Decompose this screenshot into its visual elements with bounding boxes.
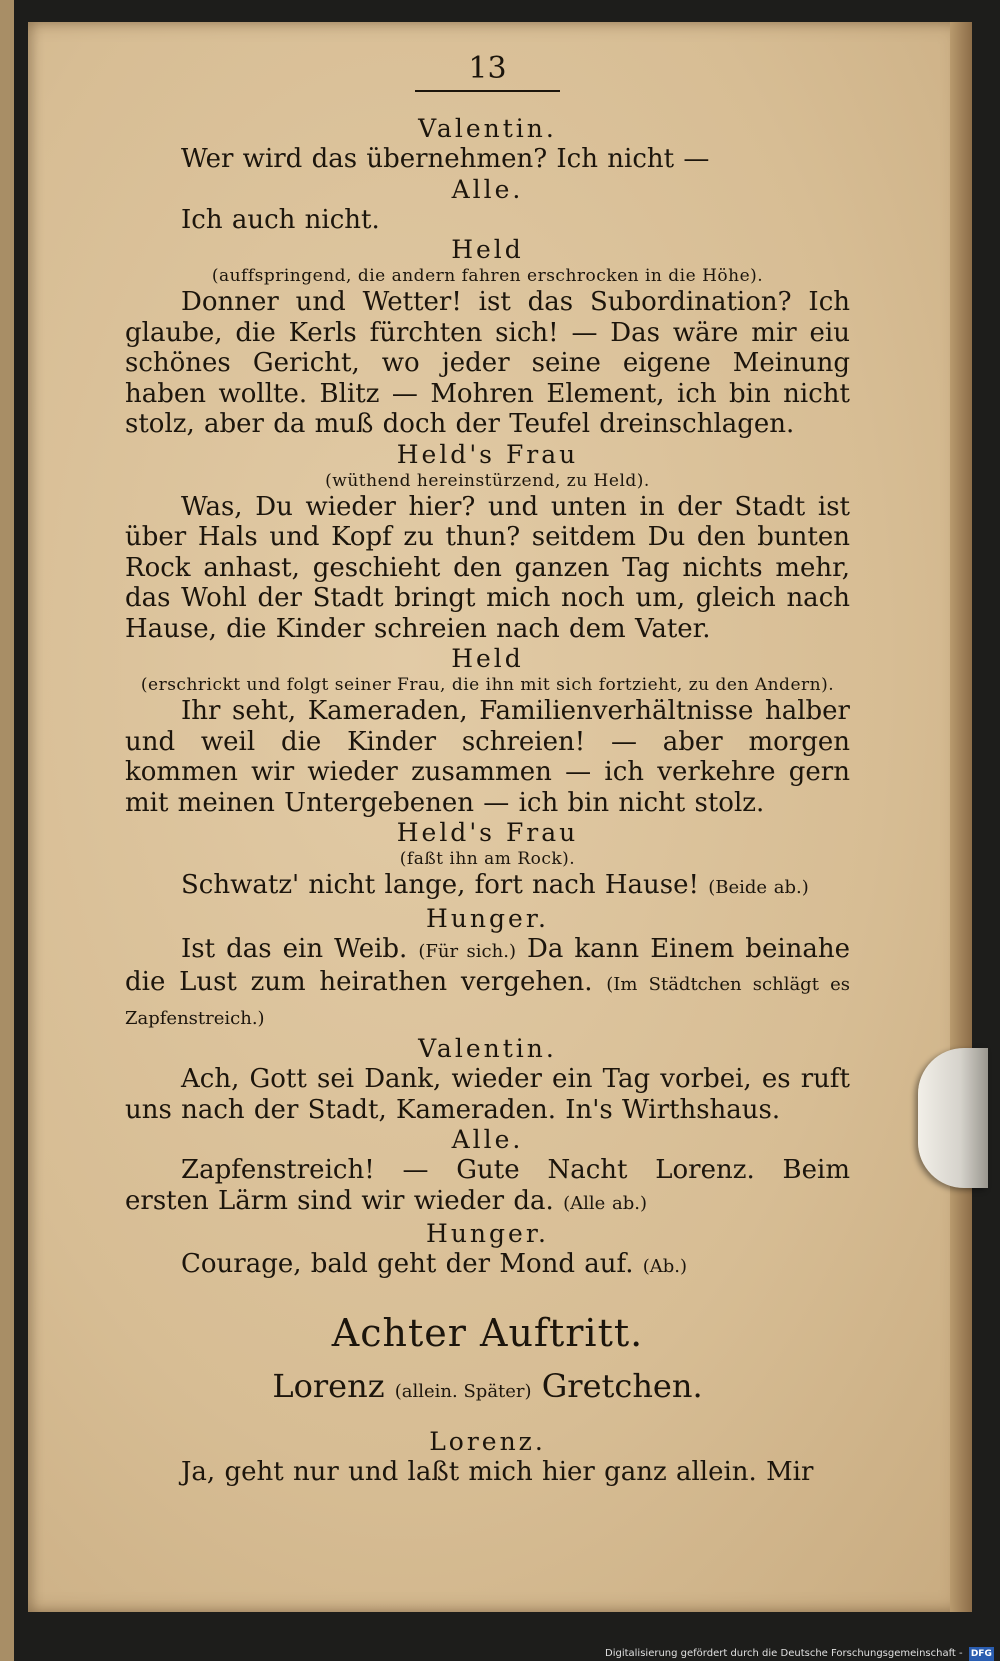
dialogue-line [125,934,850,1035]
scene-cast [125,1365,850,1413]
dialogue-text: Zapfenstreich! — Gute Nacht Lorenz. Beim ersten Lärm sind wir wieder da. [125,1155,850,1216]
dialogue-line [125,1155,850,1219]
cast-note: (allein. Später) [394,1380,532,1402]
dialogue-line: Ach, Gott sei Dank, wieder ein Tag vorbei, es ruft uns nach der Stadt, Kameraden. In's Wirthshaus. [125,1064,850,1125]
speaker-valentin: Valentin. [418,114,557,143]
dfg-logo: DFG [970,1649,992,1659]
inline-stage-direction: (Ab.) [642,1256,688,1277]
dialogue-line [125,870,850,904]
stage-direction: (erschrickt und folgt seiner Frau, die ihn mit sich fortzieht, zu den Andern). [140,675,835,695]
speaker-valentin: Valentin. [418,1034,557,1063]
inline-stage-direction: (Beide ab.) [708,877,809,898]
dialogue-line: Wer wird das übernehmen? Ich nicht — [181,144,710,174]
dialogue-line: Ja, geht nur und laßt mich hier ganz allein. Mir [181,1456,814,1487]
stage-direction: (faßt ihn am Rock). [399,849,576,869]
page-number-rule [415,90,560,92]
stage-direction: (wüthend hereinstürzend, zu Held). [325,470,650,491]
dialogue-line: Was, Du wieder hier? und unten in der Stadt ist über Hals und Kopf zu thun? seitdem Du den bunten Rock anhast, geschieht den ganzen Tag nichts mehr, das Wohl der Stadt bringt mich noch um, gleich nach Hause, die Kinder schreien nach dem Vater. [125,491,850,644]
page-edge-shadow [950,22,972,1612]
page-number-value: 13 [468,51,507,86]
scene-heading: Achter Auftritt. [331,1310,644,1355]
dialogue-line: Ihr seht, Kameraden, Familienverhältnisse halber und weil die Kinder schreien! — aber morgen kommen wir wieder zusammen — ich verkehre gern mit meinen Untergebenen — ich bin nicht stolz. [125,696,850,818]
credit-text: Digitalisierung gefördert durch die Deutsche Forschungsgemeinschaft - [605,1648,963,1659]
dialogue-text: Courage, bald geht der Mond auf. [181,1249,634,1279]
page-number [125,52,850,92]
dialogue-line [125,1249,850,1283]
cast-gretchen: Gretchen. [541,1366,703,1405]
dialogue-text: Ist das ein Weib. [181,933,408,964]
dialogue-text: Schwatz' nicht lange, fort nach Hause! [181,870,699,900]
speaker-lorenz: Lorenz. [429,1426,546,1456]
previous-page-edge [0,0,14,1661]
dialogue-line: Donner und Wetter! ist das Subordination? Ich glaube, die Kerls fürchten sich! — Das wäre mir eiu schönes Gericht, wo jeder seine eigene Meinung haben wollte. Blitz — Mohren Element, ich bin nicht stolz, aber da muß doch der Teufel dreinschlagen. [125,287,850,439]
speaker-held: Held [451,235,524,264]
speaker-helds-frau: Held's Frau [396,818,579,847]
digitization-credit [605,1647,1000,1661]
page-text [125,40,850,1487]
dialogue-text: Da kann Einem beinahe die Lust zum heirathen vergehen. [125,933,851,997]
speaker-hunger: Hunger. [426,1219,549,1248]
speaker-alle: Alle. [451,174,524,204]
speaker-held: Held [451,644,524,673]
clip-tab [918,1048,988,1188]
speaker-alle: Alle. [451,1125,524,1154]
speaker-hunger: Hunger. [426,903,549,933]
stage-direction: (auffspringend, die andern fahren erschrocken in die Höhe). [211,266,764,286]
speaker-helds-frau: Held's Frau [396,439,579,469]
inline-stage-direction: (Alle ab.) [563,1192,647,1214]
inline-stage-direction: (Für sich.) [418,940,516,962]
cast-lorenz: Lorenz [272,1366,385,1405]
dialogue-line: Ich auch nicht. [181,204,380,235]
inline-stage-direction: (Im Städtchen schlägt es Zapfenstreich.) [125,974,851,1029]
